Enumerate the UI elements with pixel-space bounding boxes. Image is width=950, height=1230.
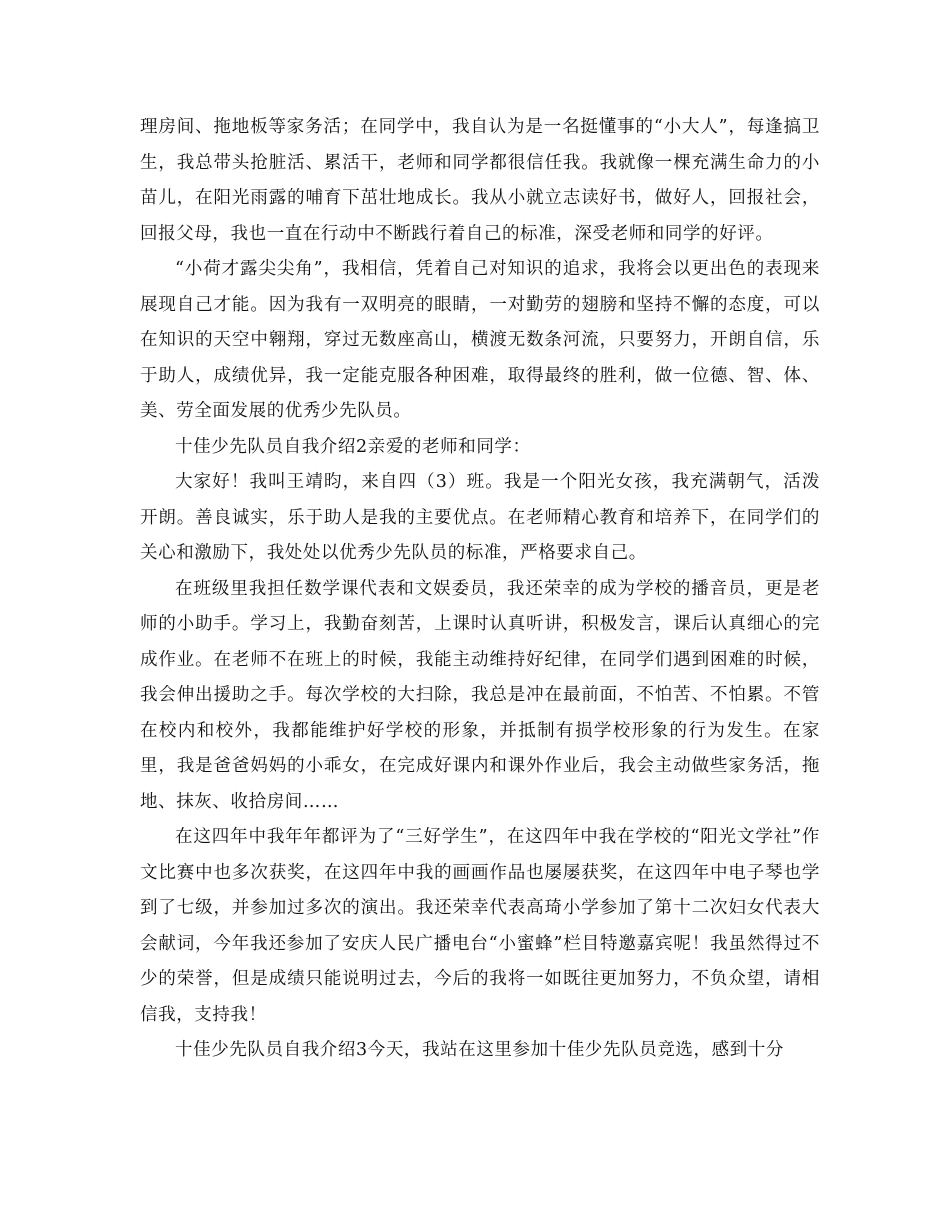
paragraph-1: 理房间、拖地板等家务活；在同学中，我自认为是一名挺懂事的“小大人”，每逢搞卫生，我总带头抢脏活、累活干，老师和同学都很信任我。我就像一棵充满生命力的小苗儿，在阳光雨露的哺育下茁壮地成长。我从小就立志读好书，做好人，回报社会，回报父母，我也一直在行动中不断践行着自己的标准，深受老师和同学的好评。 xyxy=(140,117,820,244)
paragraph-2: “小荷才露尖尖角”，我相信，凭着自己对知识的追求，我将会以更出色的表现来展现自己才能。因为我有一双明亮的眼睛，一对勤劳的翅膀和坚持不懈的态度，可以在知识的天空中翱翔，穿过无数座高山，横渡无数条河流，只要努力，开朗自信，乐于助人，成绩优异，我一定能克服各种困难，取得最终的胜利，做一位德、智、体、美、劳全面发展的优秀少先队员。 xyxy=(140,259,820,421)
paragraph-4: 大家好！我叫王靖昀，来自四（3）班。我是一个阳光女孩，我充满朝气，活泼开朗。善良诚实，乐于助人是我的主要优点。在老师精心教育和培养下，在同学们的关心和激励下，我处处以优秀少先队员的标准，严格要求自己。 xyxy=(140,472,820,563)
document-page xyxy=(140,110,820,1069)
paragraph-6: 在这四年中我年年都评为了“三好学生”，在这四年中我在学校的“阳光文学社”作文比赛中也多次获奖，在这四年中我的画画作品也屡屡获奖，在这四年中电子琴也学到了七级，并参加过多次的演出。我还荣幸代表高琦小学参加了第十二次妇女代表大会献词，今年我还参加了安庆人民广播电台“小蜜蜂”栏目特邀嘉宾呢！我虽然得过不少的荣誉，但是成绩只能说明过去，今后的我将一如既往更加努力，不负众望，请相信我，支持我！ xyxy=(140,827,820,1025)
paragraph-3-heading: 十佳少先队员自我介绍2亲爱的老师和同学： xyxy=(175,436,531,457)
paragraph-5: 在班级里我担任数学课代表和文娱委员，我还荣幸的成为学校的播音员，更是老师的小助手。学习上，我勤奋刻苦，上课时认真听讲，积极发言，课后认真细心的完成作业。在老师不在班上的时候，我能主动维持好纪律，在同学们遇到困难的时候，我会伸出援助之手。每次学校的大扫除，我总是冲在最前面，不怕苦、不怕累。不管在校内和校外，我都能维护好学校的形象，并抵制有损学校形象的行为发生。在家里，我是爸爸妈妈的小乖女，在完成好课内和课外作业后，我会主动做些家务活，拖地、抹灰、收拾房间…… xyxy=(140,578,820,812)
paragraph-7: 十佳少先队员自我介绍3今天，我站在这里参加十佳少先队员竞选，感到十分 xyxy=(175,1040,785,1060)
